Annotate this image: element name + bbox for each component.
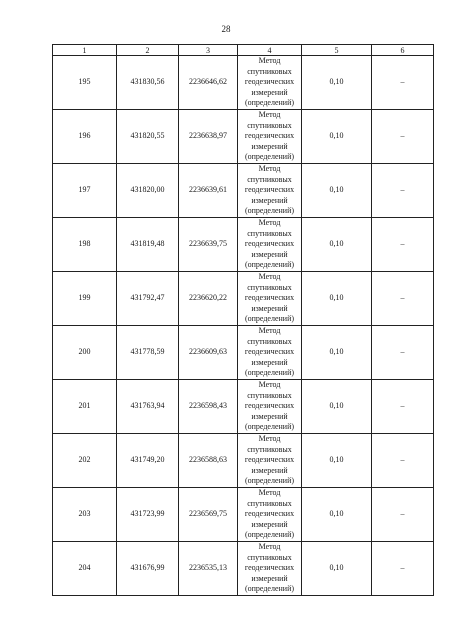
column-header: 2 — [117, 45, 179, 56]
column-header: 6 — [372, 45, 434, 56]
x-coordinate-cell: 431792,47 — [117, 272, 179, 326]
table-body — [53, 56, 434, 596]
method-cell: Метод спутниковых геодезических измерений (определений) — [238, 272, 302, 326]
point-number-cell: 196 — [53, 110, 117, 164]
table-row — [53, 488, 434, 542]
table-row — [53, 272, 434, 326]
point-number-cell: 202 — [53, 434, 117, 488]
accuracy-cell: 0,10 — [302, 434, 372, 488]
table-row — [53, 110, 434, 164]
point-number-cell: 204 — [53, 542, 117, 596]
method-cell: Метод спутниковых геодезических измерений (определений) — [238, 110, 302, 164]
method-cell: Метод спутниковых геодезических измерений (определений) — [238, 488, 302, 542]
column-header: 4 — [238, 45, 302, 56]
accuracy-cell: 0,10 — [302, 542, 372, 596]
y-coordinate-cell: 2236638,97 — [179, 110, 238, 164]
table-row — [53, 164, 434, 218]
coordinates-table — [52, 44, 434, 596]
point-number-cell: 203 — [53, 488, 117, 542]
x-coordinate-cell: 431820,55 — [117, 110, 179, 164]
accuracy-cell: 0,10 — [302, 326, 372, 380]
x-coordinate-cell: 431676,99 — [117, 542, 179, 596]
column-header: 3 — [179, 45, 238, 56]
table-row — [53, 434, 434, 488]
x-coordinate-cell: 431830,56 — [117, 56, 179, 110]
table-row — [53, 542, 434, 596]
column-header: 1 — [53, 45, 117, 56]
x-coordinate-cell: 431778,59 — [117, 326, 179, 380]
accuracy-cell: 0,10 — [302, 218, 372, 272]
y-coordinate-cell: 2236535,13 — [179, 542, 238, 596]
accuracy-cell: 0,10 — [302, 380, 372, 434]
note-cell: – — [372, 434, 434, 488]
y-coordinate-cell: 2236598,43 — [179, 380, 238, 434]
y-coordinate-cell: 2236588,63 — [179, 434, 238, 488]
note-cell: – — [372, 56, 434, 110]
note-cell: – — [372, 218, 434, 272]
point-number-cell: 201 — [53, 380, 117, 434]
x-coordinate-cell: 431819,48 — [117, 218, 179, 272]
column-header: 5 — [302, 45, 372, 56]
table-header-row — [53, 45, 434, 56]
note-cell: – — [372, 326, 434, 380]
note-cell: – — [372, 110, 434, 164]
page-number: 28 — [221, 24, 231, 34]
accuracy-cell: 0,10 — [302, 110, 372, 164]
point-number-cell: 200 — [53, 326, 117, 380]
point-number-cell: 195 — [53, 56, 117, 110]
y-coordinate-cell: 2236609,63 — [179, 326, 238, 380]
table-row — [53, 380, 434, 434]
y-coordinate-cell: 2236620,22 — [179, 272, 238, 326]
note-cell: – — [372, 164, 434, 218]
method-cell: Метод спутниковых геодезических измерений (определений) — [238, 164, 302, 218]
note-cell: – — [372, 272, 434, 326]
note-cell: – — [372, 380, 434, 434]
point-number-cell: 199 — [53, 272, 117, 326]
table-row — [53, 56, 434, 110]
point-number-cell: 198 — [53, 218, 117, 272]
accuracy-cell: 0,10 — [302, 56, 372, 110]
accuracy-cell: 0,10 — [302, 272, 372, 326]
accuracy-cell: 0,10 — [302, 164, 372, 218]
point-number-cell: 197 — [53, 164, 117, 218]
x-coordinate-cell: 431749,20 — [117, 434, 179, 488]
y-coordinate-cell: 2236569,75 — [179, 488, 238, 542]
method-cell: Метод спутниковых геодезических измерений (определений) — [238, 56, 302, 110]
y-coordinate-cell: 2236646,62 — [179, 56, 238, 110]
y-coordinate-cell: 2236639,75 — [179, 218, 238, 272]
y-coordinate-cell: 2236639,61 — [179, 164, 238, 218]
table-row — [53, 218, 434, 272]
method-cell: Метод спутниковых геодезических измерений (определений) — [238, 380, 302, 434]
x-coordinate-cell: 431820,00 — [117, 164, 179, 218]
method-cell: Метод спутниковых геодезических измерений (определений) — [238, 326, 302, 380]
table-row — [53, 326, 434, 380]
accuracy-cell: 0,10 — [302, 488, 372, 542]
method-cell: Метод спутниковых геодезических измерений (определений) — [238, 434, 302, 488]
method-cell: Метод спутниковых геодезических измерений (определений) — [238, 218, 302, 272]
note-cell: – — [372, 488, 434, 542]
note-cell: – — [372, 542, 434, 596]
x-coordinate-cell: 431723,99 — [117, 488, 179, 542]
method-cell: Метод спутниковых геодезических измерений (определений) — [238, 542, 302, 596]
x-coordinate-cell: 431763,94 — [117, 380, 179, 434]
